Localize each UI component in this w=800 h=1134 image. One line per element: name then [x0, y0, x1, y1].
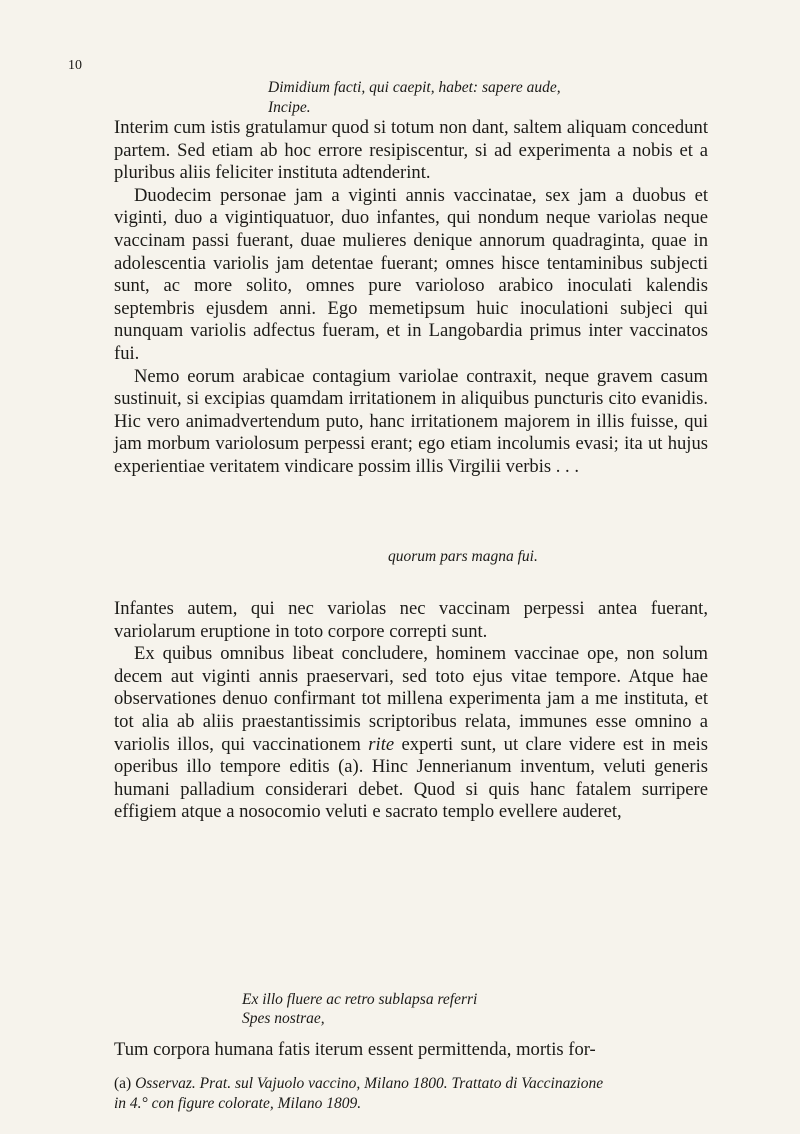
body-text-upper	[114, 117, 708, 479]
page-number: 10	[68, 58, 82, 73]
epigraph-line-1: Dimidium facti, qui caepit, habet: sapere aude,	[268, 79, 561, 96]
footnote-mark: (a)	[114, 1075, 132, 1092]
virgil-quote: quorum pars magna fui.	[388, 548, 538, 565]
epigraph	[268, 78, 561, 118]
footnote-line-2: in 4.° con figure colorate, Milano 1809.	[114, 1095, 362, 1112]
footnote-text-1: Osservaz. Prat. sul Vajuolo vaccino, Milano 1800. Trattato di Vaccinazione	[131, 1075, 604, 1092]
paragraph-3: Nemo eorum arabicae contagium variolae contraxit, neque gravem casum sustinuit, si excipias quamdam irritationem in aliquibus puncturis cito evanidis. Hic vero animadvertendum puto, hanc irritationem majorem in illis fuisse, qui jam morbum variolosum perpessi erant; ego etiam incolumis evasi; ita ut hujus experientiae veritatem vindicare possim illis Virgilii verbis . . .	[114, 365, 708, 477]
paragraph-6: Tum corpora humana fatis iterum essent permittenda, mortis for-	[114, 1039, 596, 1060]
epigraph-line-2: Incipe.	[268, 99, 311, 116]
paragraph-2: Duodecim personae jam a viginti annis vaccinatae, sex jam a duobus et viginti, duo a vigintiquatuor, duo infantes, qui nondum neque variolas neque vaccinam passi fuerant, duae mulieres denique annorum quadraginta, quae in adolescentia variolis jam detentae fuerant; omnes hisce tentaminibus subjecti sunt, ac more solito, omnes pure varioloso arabico inoculati kalendis septembris ejusdem anni. Ego memetipsum huic inoculationi subjeci qui nunquam variolis adfectus fueram, et in Langobardia primus inter vaccinatos fui.	[114, 184, 708, 364]
paragraph-5-part-a: Ex quibus omnibus libeat concludere, hominem vaccinae ope, non solum decem aut viginti annis praeservari, sed toto ejus vitae tempore. Atque hae observationes denuo confirmant tot millena experimenta jam a me instituta, et tot alia ab aliis praestantissimis scriptoribus relata, immunes esse omnino a variolis illos, qui vaccinationem	[114, 643, 708, 755]
paragraph-5	[114, 643, 708, 824]
paragraph-1: Interim cum istis gratulamur quod si totum non dant, saltem aliquam concedunt partem. Sed etiam ab hoc errore resipiscentur, si ad experimenta a nobis et a pluribus aliis feliciter instituta adtenderint.	[114, 117, 708, 184]
paragraph-5-rite: rite	[368, 733, 395, 755]
paragraph-4: Infantes autem, qui nec variolas nec vaccinam perpessi antea fuerant, variolarum eruptione in toto corpore correpti sunt.	[114, 598, 708, 642]
body-text-final	[114, 1039, 708, 1062]
verse-line-1: Ex illo fluere ac retro sublapsa referri	[242, 991, 478, 1008]
paragraph-5-part-b: experti sunt, ut clare videre est in meis operibus illo tempore editis (a). Hinc Jennerianum inventum, veluti generis humani palladium considerari debet. Quod si quis hanc fatalem surripere effigiem atque a nosocomio veluti e sacrato templo evellere auderet,	[114, 733, 708, 823]
verse-quote	[242, 990, 477, 1028]
footnote-line-1	[114, 1074, 714, 1094]
verse-line-2: Spes nostrae,	[242, 1010, 325, 1027]
footnote	[114, 1074, 714, 1114]
body-text-lower	[114, 598, 708, 824]
